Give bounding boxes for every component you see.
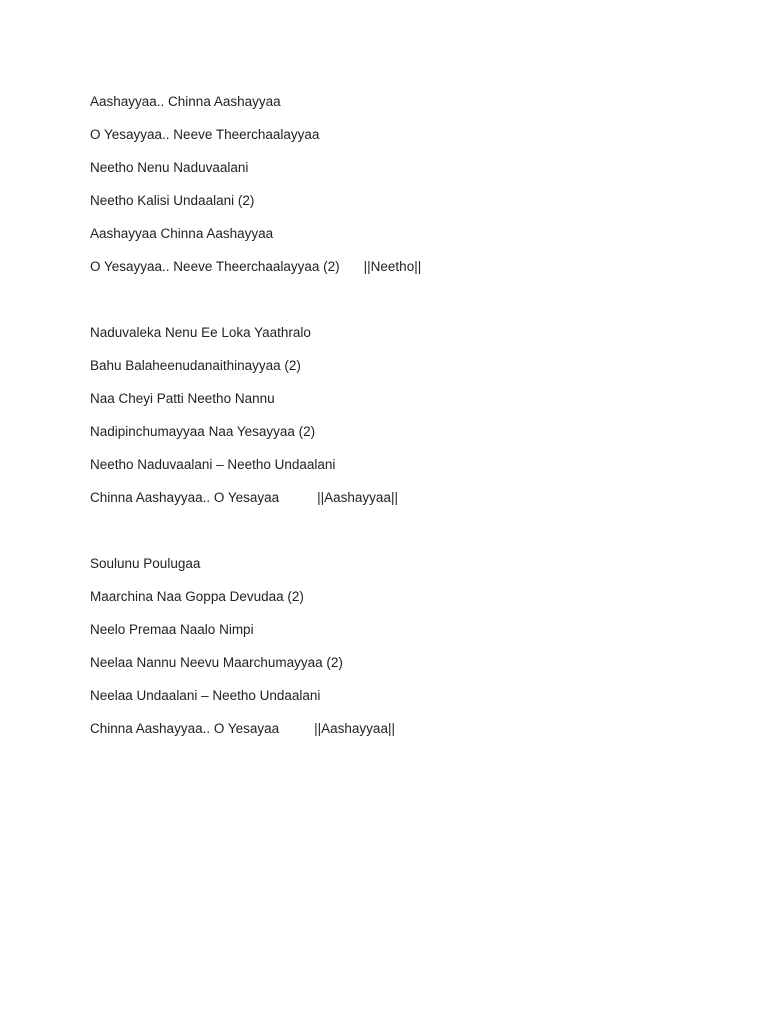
lyric-line bbox=[90, 323, 690, 356]
lyric-text: Neelaa Undaalani – Neetho Undaalani bbox=[90, 688, 321, 703]
lyric-text: Naa Cheyi Patti Neetho Nannu bbox=[90, 391, 275, 406]
lyric-text: Neetho Nenu Naduvaalani bbox=[90, 160, 249, 175]
lyric-line bbox=[90, 620, 690, 653]
lyric-line bbox=[90, 653, 690, 686]
lyric-text: O Yesayyaa.. Neeve Theerchaalayyaa (2) bbox=[90, 259, 340, 274]
lyric-text: Naduvaleka Nenu Ee Loka Yaathralo bbox=[90, 325, 311, 340]
lyric-text: Aashayyaa Chinna Aashayyaa bbox=[90, 226, 274, 241]
stanza-2 bbox=[90, 323, 690, 521]
lyric-line bbox=[90, 389, 690, 422]
lyric-text: Bahu Balaheenudanaithinayyaa (2) bbox=[90, 358, 301, 373]
lyric-line bbox=[90, 455, 690, 488]
lyric-line bbox=[90, 191, 690, 224]
lyric-text: Nadipinchumayyaa Naa Yesayyaa (2) bbox=[90, 424, 316, 439]
lyrics-document bbox=[90, 92, 690, 752]
lyric-line bbox=[90, 422, 690, 455]
stanza-3 bbox=[90, 554, 690, 752]
lyric-line bbox=[90, 488, 690, 521]
lyric-line bbox=[90, 158, 690, 191]
lyric-line bbox=[90, 554, 690, 587]
lyric-text: Chinna Aashayyaa.. O Yesayaa bbox=[90, 490, 280, 505]
lyric-text: Maarchina Naa Goppa Devudaa (2) bbox=[90, 589, 304, 604]
lyric-line bbox=[90, 686, 690, 719]
lyric-text: Neelo Premaa Naalo Nimpi bbox=[90, 622, 254, 637]
lyric-line bbox=[90, 719, 690, 752]
lyric-text: Neelaa Nannu Neevu Maarchumayyaa (2) bbox=[90, 655, 343, 670]
stanza-1 bbox=[90, 92, 690, 290]
refrain-marker: ||Neetho|| bbox=[363, 259, 422, 274]
lyric-text: Aashayyaa.. Chinna Aashayyaa bbox=[90, 94, 281, 109]
lyric-line bbox=[90, 125, 690, 158]
lyric-text: Soulunu Poulugaa bbox=[90, 556, 201, 571]
refrain-marker: ||Aashayyaa|| bbox=[317, 490, 398, 505]
lyric-text: Neetho Kalisi Undaalani (2) bbox=[90, 193, 255, 208]
lyric-line bbox=[90, 224, 690, 257]
lyric-line bbox=[90, 587, 690, 620]
refrain-marker: ||Aashayyaa|| bbox=[314, 721, 395, 736]
lyric-line bbox=[90, 257, 690, 290]
lyric-text: Chinna Aashayyaa.. O Yesayaa bbox=[90, 721, 280, 736]
lyric-line bbox=[90, 92, 690, 125]
lyric-text: Neetho Naduvaalani – Neetho Undaalani bbox=[90, 457, 336, 472]
lyric-text: O Yesayyaa.. Neeve Theerchaalayyaa bbox=[90, 127, 320, 142]
lyric-line bbox=[90, 356, 690, 389]
